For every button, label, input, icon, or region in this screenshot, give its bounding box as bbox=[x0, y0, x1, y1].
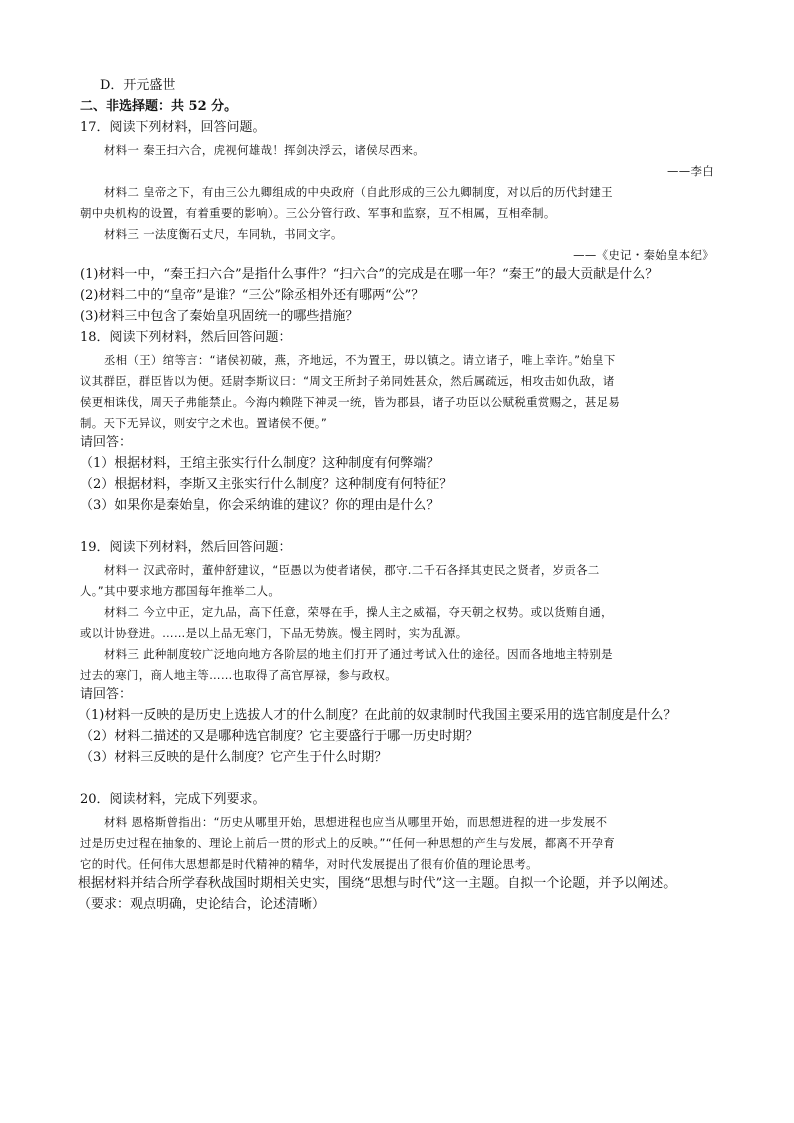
q18-material-line2: 议其群臣，群臣皆以为便。廷尉李斯议曰：“周文王所封子弟同姓甚众，然后属疏远，相攻击如仇敌，诸 bbox=[80, 374, 615, 388]
q17-material-2-line2: 朝中央机构的设置，有着重要的影响）。三公分管行政、军事和监察，互不相属，互相牵制。 bbox=[80, 206, 556, 220]
q20-task: 根据材料并结合所学春秋战国时期相关史实，围绕“思想与时代”这一主题。自拟一个论题，并予以阐述。 bbox=[78, 876, 677, 891]
q19-sub-3: （3）材料三反映的是什么制度？它产生于什么时期？ bbox=[80, 750, 388, 765]
q17-source-libai: ——李白 bbox=[667, 164, 714, 178]
q18-sub-3: （3）如果你是秦始皇，你会采纳谁的建议？你的理由是什么？ bbox=[80, 498, 440, 513]
q19-material-2-line2: 或以计协登进。……是以上品无寒门，下品无势族。慢主罔时，实为乱源。 bbox=[80, 626, 468, 640]
q17-material-3: 材料三 一法度衡石丈尺，车同轨，书同文字。 bbox=[104, 227, 343, 241]
q18-sub-1: （1）根据材料，王绾主张实行什么制度？这种制度有何弊端？ bbox=[80, 456, 440, 471]
q19-material-1-line2: 人。”其中要求地方郡国每年推举二人。 bbox=[80, 584, 281, 598]
q17-sub-2: (2)材料二中的“皇帝”是谁？“三公”除丞相外还有哪两“公”？ bbox=[80, 288, 425, 303]
q19-material-1-line1: 材料一 汉武帝时，董仲舒建议，“臣愚以为使者诸侯，郡守.二千石各择其吏民之贤者，岁贡各二 bbox=[104, 563, 600, 577]
question-19-title: 19．阅读下列材料，然后回答问题： bbox=[80, 540, 292, 555]
q19-sub-2: （2）材料二描述的又是哪种选官制度？它主要盛行于哪一历史时期？ bbox=[80, 729, 479, 744]
q19-material-3-line2: 过去的寒门，商人地主等……也取得了高官厚禄，参与政权。 bbox=[80, 668, 397, 682]
option-d: D．开元盛世 bbox=[100, 78, 176, 93]
q20-material-line3: 它的时代。任何伟大思想都是时代精神的精华，对时代发展提出了很有价值的理论思考。 bbox=[80, 857, 538, 871]
q17-material-2-line1: 材料二 皇帝之下，有由三公九卿组成的中央政府（自此形成的三公九卿制度，对以后的历代封建王 bbox=[104, 185, 613, 199]
q18-material-line4: 制。天下无异议，则安宁之术也。置诸侯不便。” bbox=[80, 416, 328, 430]
section-heading: 二、非选择题：共 52 分。 bbox=[80, 99, 238, 114]
question-20-title: 20．阅读材料，完成下列要求。 bbox=[80, 792, 266, 807]
q20-material-line1: 材料 恩格斯曾指出：“历史从哪里开始，思想进程也应当从哪里开始，而思想进程的进一步发展不 bbox=[104, 815, 608, 829]
q20-material-line2: 过是历史过程在抽象的、理论上前后一贯的形式上的反映。”“任何一种思想的产生与发展，都离不开孕育 bbox=[80, 836, 616, 850]
q17-material-1: 材料一 秦王扫六合，虎视何雄哉！挥剑决浮云，诸侯尽西来。 bbox=[104, 143, 425, 157]
question-17-title: 17．阅读下列材料，回答问题。 bbox=[80, 120, 266, 135]
q20-requirements: （要求：观点明确，史论结合，论述清晰） bbox=[78, 897, 326, 912]
q19-material-3-line1: 材料三 此种制度较广泛地向地方各阶层的地主们打开了通过考试入仕的途径。因而各地地主特别是 bbox=[104, 647, 613, 661]
q19-material-2-line1: 材料二 今立中正，定九品，高下任意，荣辱在手，操人主之威福，夺天朝之权势。或以货贿自通， bbox=[104, 605, 613, 619]
q17-sub-1: (1)材料一中，“秦王扫六合”是指什么事件？“扫六合”的完成是在哪一年？“秦王”的最大贡献是什么？ bbox=[80, 267, 659, 282]
q18-sub-2: （2）根据材料，李斯又主张实行什么制度？这种制度有何特征？ bbox=[80, 477, 453, 492]
q18-material-line3: 侯更相诛伐，周天子弗能禁止。今海内赖陛下神灵一统，皆为郡县，诸子功臣以公赋税重赏赐之，甚足易 bbox=[80, 395, 621, 409]
q17-source-shiji: ——《史记・秦始皇本纪》 bbox=[573, 248, 714, 262]
q18-answer-prompt: 请回答： bbox=[80, 435, 133, 450]
question-18-title: 18．阅读下列材料，然后回答问题： bbox=[80, 330, 292, 345]
q18-material-line1: 丞相（王）绾等言：“诸侯初破，燕，齐地远，不为置王，毋以镇之。请立诸子，唯上幸许。”始皇下 bbox=[104, 353, 616, 367]
q17-sub-3: (3)材料三中包含了秦始皇巩固统一的哪些措施？ bbox=[80, 309, 359, 324]
q19-answer-prompt: 请回答： bbox=[80, 687, 133, 702]
q19-sub-1: （1)材料一反映的是历史上选拔人才的什么制度？在此前的奴隶制时代我国主要采用的选官制度是什么？ bbox=[78, 708, 677, 723]
